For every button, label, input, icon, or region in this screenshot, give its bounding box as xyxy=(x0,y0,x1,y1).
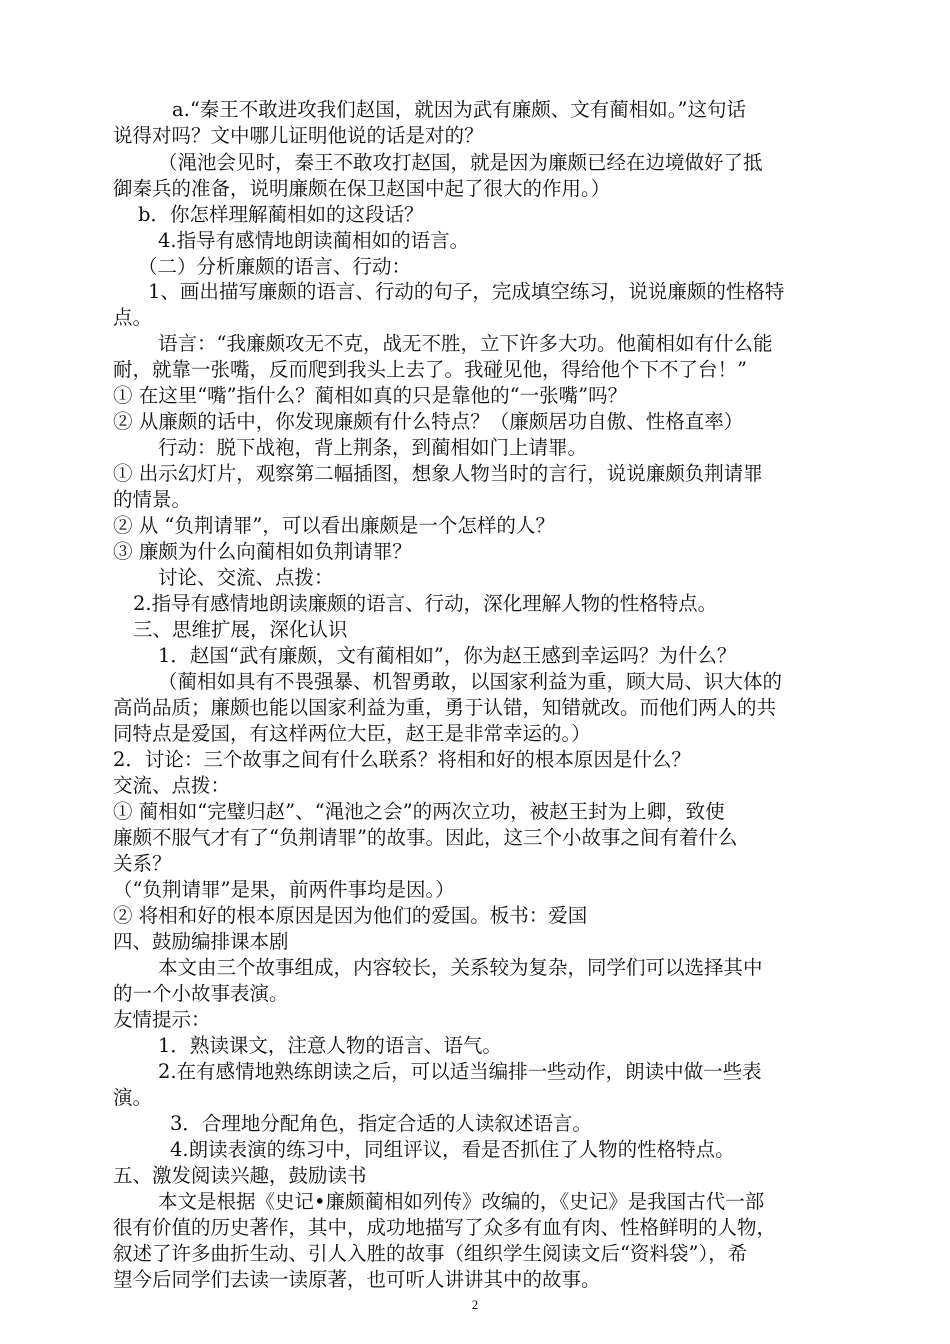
text-line: b．你怎样理解蔺相如的这段话？ xyxy=(138,203,424,226)
text-line: 廉颇不服气才有了“负荆请罪”的故事。因此，这三个小故事之间有着什么 xyxy=(113,826,738,849)
text-line: 4.朗读表演的练习中，同组评议，看是否抓住了人物的性格特点。 xyxy=(170,1138,735,1161)
text-line: 1．熟读课文，注意人物的语言、语气。 xyxy=(158,1034,502,1057)
text-line: 高尚品质；廉颇也能以国家利益为重，勇于认错，知错就改。而他们两人的共 xyxy=(113,696,777,719)
text-line: ② 将相和好的根本原因是因为他们的爱国。板书：爱国 xyxy=(113,904,588,927)
text-line: 叙述了许多曲折生动、引人入胜的故事（组织学生阅读文后“资料袋”），希 xyxy=(113,1242,748,1265)
text-line: 关系？ xyxy=(113,852,172,875)
text-line: ③ 廉颇为什么向蔺相如负荆请罪？ xyxy=(113,540,412,563)
text-line: （二）分析廉颇的语言、行动： xyxy=(138,255,412,278)
text-line: a.“秦王不敢进攻我们赵国，就因为武有廉颇、文有蔺相如。”这句话 xyxy=(172,98,747,121)
section-heading: 四、鼓励编排课本剧 xyxy=(113,930,289,953)
text-line: ① 出示幻灯片，观察第二幅插图，想象人物当时的言行，说说廉颇负荆请罪 xyxy=(113,462,763,485)
text-line: 同特点是爱国，有这样两位大臣，赵王是非常幸运的。） xyxy=(113,722,591,745)
text-line: ② 从廉颇的话中，你发现廉颇有什么特点？（廉颇居功自傲、性格直率） xyxy=(113,410,744,433)
text-line: 本文是根据《史记•廉颇蔺相如列传》改编的，《史记》是我国古代一部 xyxy=(158,1190,765,1213)
text-line: 2.指导有感情地朗读廉颇的语言、行动，深化理解人物的性格特点。 xyxy=(133,592,718,615)
text-line: 1、画出描写廉颇的语言、行动的句子，完成填空练习，说说廉颇的性格特 xyxy=(148,280,785,303)
text-line: 友情提示： xyxy=(113,1008,211,1031)
text-line: 交流、点拨： xyxy=(113,774,231,797)
text-line: 行动：脱下战袍，背上荆条，到蔺相如门上请罪。 xyxy=(158,436,588,459)
text-line: 望今后同学们去读一读原著，也可听人讲讲其中的故事。 xyxy=(113,1268,601,1291)
section-heading: 三、思维扩展，深化认识 xyxy=(133,618,348,641)
page-number: 2 xyxy=(471,1297,479,1312)
text-line: 的一个小故事表演。 xyxy=(113,982,289,1005)
text-line: 本文由三个故事组成，内容较长，关系较为复杂，同学们可以选择其中 xyxy=(158,956,763,979)
section-heading: 五、激发阅读兴趣，鼓励读书 xyxy=(113,1164,367,1187)
text-line: 讨论、交流、点拨： xyxy=(158,566,334,589)
text-line: 演。 xyxy=(113,1086,153,1109)
text-line: （渑池会见时，秦王不敢攻打赵国，就是因为廉颇已经在边境做好了抵 xyxy=(158,151,763,174)
text-line: ② 从 “负荆请罪”，可以看出廉颇是一个怎样的人？ xyxy=(113,514,555,537)
text-line: （“负荆请罪”是果，前两件事均是因。） xyxy=(113,878,455,901)
text-line: 耐，就靠一张嘴，反而爬到我头上去了。我碰见他，得给他个下不了台！” xyxy=(113,358,747,381)
text-line: 3．合理地分配角色，指定合适的人读叙述语言。 xyxy=(170,1112,592,1135)
text-line: （蔺相如具有不畏强暴、机智勇敢，以国家利益为重，顾大局、识大体的 xyxy=(158,670,783,693)
text-line: 的情景。 xyxy=(113,488,192,511)
text-line: 很有价值的历史著作，其中，成功地描写了众多有血有肉、性格鲜明的人物， xyxy=(113,1216,777,1239)
text-line: 1．赵国“武有廉颇，文有蔺相如”，你为赵王感到幸运吗？为什么？ xyxy=(158,644,737,667)
text-line: ① 蔺相如“完璧归赵”、“渑池之会”的两次立功，被赵王封为上卿，致使 xyxy=(113,800,725,823)
text-line: 2.在有感情地熟练朗读之后，可以适当编排一些动作，朗读中做一些表 xyxy=(158,1060,762,1083)
text-line: 4.指导有感情地朗读蔺相如的语言。 xyxy=(158,229,470,252)
text-line: 说得对吗？文中哪儿证明他说的话是对的？ xyxy=(113,124,484,147)
text-line: 点。 xyxy=(113,306,153,329)
text-line: 2．讨论：三个故事之间有什么联系？将相和好的根本原因是什么？ xyxy=(113,748,691,771)
text-line: ① 在这里“嘴”指什么？蔺相如真的只是靠他的“一张嘴”吗？ xyxy=(113,384,628,407)
text-line: 御秦兵的准备，说明廉颇在保卫赵国中起了很大的作用。） xyxy=(113,177,611,200)
text-line: 语言：“我廉颇攻无不克，战无不胜，立下许多大功。他蔺相如有什么能 xyxy=(158,332,773,355)
